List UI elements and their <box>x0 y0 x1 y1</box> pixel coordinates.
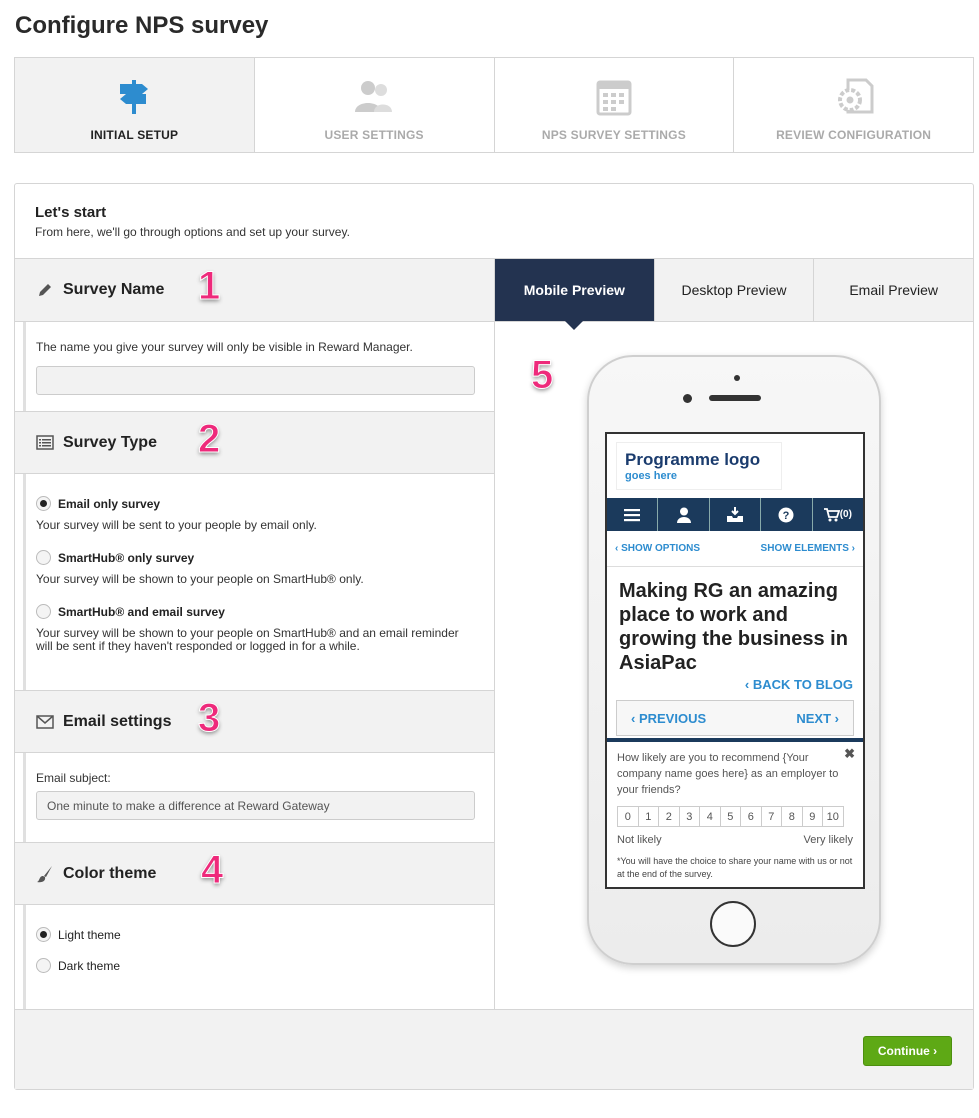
radio-label: Light theme <box>58 927 121 942</box>
step-nps-survey-settings[interactable] <box>495 58 735 152</box>
phone-screen <box>605 432 865 889</box>
radio-label: SmartHub® only survey <box>58 550 195 565</box>
email-settings-body <box>23 753 494 842</box>
cart-count: (0) <box>839 509 852 520</box>
step-review-configuration[interactable] <box>734 58 973 152</box>
section-title: Survey Type <box>63 433 157 451</box>
list-icon <box>35 433 55 453</box>
survey-name-input[interactable] <box>36 366 475 395</box>
envelope-icon <box>35 712 55 732</box>
radio-button[interactable] <box>36 496 51 511</box>
nps-score: 1 <box>638 806 660 827</box>
step-label: INITIAL SETUP <box>90 128 179 142</box>
article-pager <box>616 700 854 736</box>
radio-smarthub-only[interactable] <box>36 550 474 565</box>
back-to-blog-link: ‹ BACK TO BLOG <box>744 677 853 692</box>
continue-button[interactable]: Continue › <box>863 1036 952 1066</box>
nps-score: 0 <box>617 806 639 827</box>
nps-score: 5 <box>720 806 742 827</box>
very-likely-label: Very likely <box>803 834 853 846</box>
radio-label: Email only survey <box>58 496 161 511</box>
radio-button[interactable] <box>36 550 51 565</box>
preview-tabs <box>495 259 973 322</box>
step-number-badge: 4 <box>201 848 224 892</box>
brush-icon <box>35 864 55 884</box>
tab-mobile-preview[interactable]: Mobile Preview <box>495 259 654 321</box>
nps-note: *You will have the choice to share your name with us or not at the end of the survey. <box>617 856 853 879</box>
step-number-badge: 5 <box>531 353 554 397</box>
phone-speaker <box>709 395 761 401</box>
gear-document-icon <box>832 74 876 118</box>
radio-button[interactable] <box>36 604 51 619</box>
radio-label: SmartHub® and email survey <box>58 604 225 619</box>
mobile-phone-mockup <box>587 355 881 965</box>
email-subject-input[interactable] <box>36 791 475 820</box>
phone-options-bar <box>607 531 863 567</box>
radio-description: Your survey will be sent to your people by email only. <box>36 518 317 532</box>
settings-column <box>15 259 495 1009</box>
nps-score: 10 <box>822 806 844 827</box>
phone-home-button <box>710 901 756 947</box>
menu-icon <box>607 498 658 531</box>
section-title: Survey Name <box>63 281 165 298</box>
nps-score: 6 <box>740 806 762 827</box>
survey-name-hint: The name you give your survey will only be visible in Reward Manager. <box>36 340 413 354</box>
svg-text:?: ? <box>783 509 790 522</box>
step-initial-setup[interactable] <box>15 58 255 152</box>
nps-score: 9 <box>802 806 824 827</box>
survey-type-body <box>23 474 494 690</box>
radio-button[interactable] <box>36 958 51 973</box>
logo-subtitle: goes here <box>625 470 677 482</box>
nps-score: 4 <box>699 806 721 827</box>
radio-description: Your survey will be shown to your people on SmartHub® only. <box>36 572 364 586</box>
radio-light-theme[interactable] <box>36 927 474 942</box>
nps-score: 8 <box>781 806 803 827</box>
step-label: NPS SURVEY SETTINGS <box>541 128 686 142</box>
step-label: USER SETTINGS <box>324 128 424 142</box>
help-icon <box>761 498 812 531</box>
step-number-badge: 2 <box>198 417 221 461</box>
logo-title: Programme logo <box>625 450 761 469</box>
nps-score: 2 <box>658 806 680 827</box>
email-subject-label: Email subject: <box>36 771 111 785</box>
programme-logo <box>616 442 782 490</box>
inbox-icon <box>710 498 761 531</box>
radio-dark-theme[interactable] <box>36 958 474 973</box>
nps-question: How likely are you to recommend {Your company name goes here} as an employer to your friends? <box>617 752 839 796</box>
step-number-badge: 1 <box>198 264 221 308</box>
nps-score: 7 <box>761 806 783 827</box>
phone-front-camera <box>683 394 692 403</box>
nps-scale <box>617 806 853 827</box>
nps-score: 3 <box>679 806 701 827</box>
step-label: REVIEW CONFIGURATION <box>776 128 932 142</box>
signpost-icon <box>112 74 156 118</box>
survey-name-header <box>15 259 494 322</box>
radio-email-only[interactable] <box>36 496 474 511</box>
setup-card <box>14 183 974 1090</box>
page-title: Configure NPS survey <box>15 12 269 39</box>
preview-column <box>495 259 973 1009</box>
show-options-link: ‹ SHOW OPTIONS <box>615 543 700 554</box>
previous-link: ‹ PREVIOUS <box>631 710 707 726</box>
phone-nav-bar <box>607 498 863 531</box>
article-title: Making RG an amazing place to work and growing the business in AsiaPac <box>619 580 848 674</box>
intro-heading: Let's start <box>35 204 107 221</box>
color-theme-header <box>15 842 494 905</box>
step-user-settings[interactable] <box>255 58 495 152</box>
phone-camera <box>734 375 740 381</box>
radio-description: Your survey will be shown to your people on SmartHub® and an email reminder will be sent if they haven't responded or logged in for a while. <box>36 626 459 653</box>
email-settings-header <box>15 690 494 753</box>
wizard-steps <box>14 57 974 153</box>
user-icon <box>658 498 709 531</box>
intro-section <box>15 184 973 259</box>
next-link: NEXT › <box>796 710 839 726</box>
intro-text: From here, we'll go through options and set up your survey. <box>35 225 350 239</box>
radio-smarthub-and-email[interactable] <box>36 604 474 619</box>
color-theme-body <box>23 905 494 1009</box>
nps-scale-labels <box>617 834 853 846</box>
show-elements-link: SHOW ELEMENTS › <box>760 543 855 554</box>
nps-popup <box>607 738 863 889</box>
tab-email-preview[interactable]: Email Preview <box>813 259 973 321</box>
card-footer <box>15 1009 973 1089</box>
close-icon: ✖ <box>844 746 855 761</box>
survey-type-header <box>15 411 494 474</box>
not-likely-label: Not likely <box>617 834 662 846</box>
radio-label: Dark theme <box>58 958 121 973</box>
tab-desktop-preview[interactable]: Desktop Preview <box>654 259 814 321</box>
survey-name-body <box>23 322 494 411</box>
section-title: Email settings <box>63 712 172 730</box>
cart-icon <box>813 498 863 531</box>
users-icon <box>352 74 396 118</box>
step-number-badge: 3 <box>198 696 221 740</box>
calendar-icon <box>592 74 636 118</box>
pencil-icon <box>35 280 55 300</box>
radio-button[interactable] <box>36 927 51 942</box>
section-title: Color theme <box>63 864 157 882</box>
